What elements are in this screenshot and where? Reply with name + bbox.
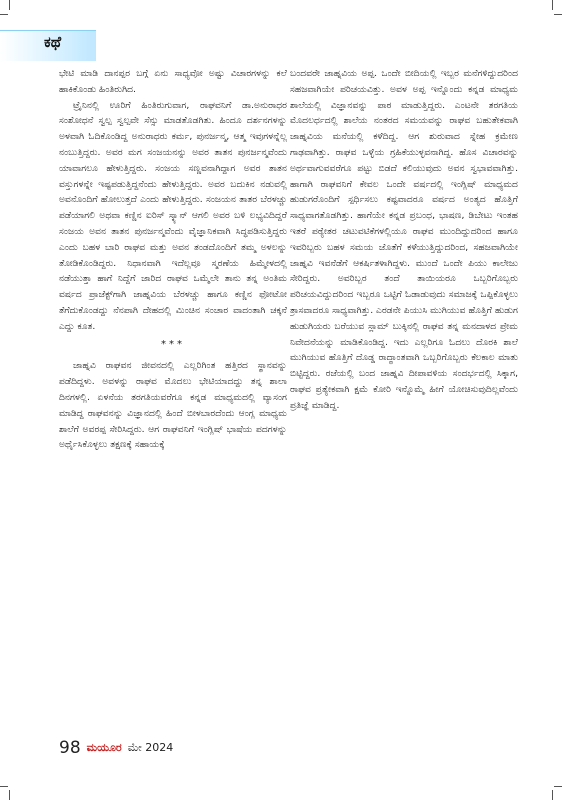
paragraph: ಟ್ರೈನಿನಲ್ಲಿ ಊರಿಗೆ ಹಿಂತಿರುಗುವಾಗ, ರಾಘವನಿಗೆ ಡಾ.ಅನುರಾಧರ ಸಂಶೋಧನೆ ಸ್ವಲ್ಪ ಸ್ವಲ್ಪವೇ ಸೆನ್ಸು ಮಾಡತೊಡಗಿತು. ಹಿಂದೂ ದರ್ಶನಗಳನ್ನು ಅಳವಾಗಿ ಓದಿಕೊಂಡಿದ್ದ ಅನುರಾಧರು ಕರ್ಮ, ಪುನರ್ಜನ್ಮ, ಆತ್ಮ ಇವುಗಳನ್ನೆಲ್ಲ ನಂಬುತ್ತಿದ್ದರು. ಅವರ ಮಗ ಸಂಜಯನನ್ನು ಅವರ ತಾತನ ಪುನರ್ಜನ್ಮವೆಂದು ಯಾವಾಗಲೂ ಹೇಳುತ್ತಿದ್ದರು. ಸಂಜಯ ಸಣ್ಣವನಾಗಿದ್ದಾಗ ಅವರ ತಾತನ ವಸ್ತುಗಳನ್ನೇ ಇಷ್ಟಪಡುತ್ತಿದ್ದನೆಂದು ಹೇಳುತ್ತಿದ್ದರು. ಅವರ ಬದುಕಿನ ನಡುವಲ್ಲಿ ಅವನೊಂದಿಗೆ ಹೋಲುತ್ತದೆ ಎಂದು ಹೇಳುತ್ತಿದ್ದರು. ಸಂಜಯನ ತಾತರ ಬೆರಳಚ್ಚು ಪಡೆಯಾಗಲಿ ಅಥವಾ ಕಣ್ಣಿನ ಐರಿಸ್ ಸ್ಕ್ಯಾನ್ ಆಗಲಿ ಅವರ ಬಳಿ ಲಭ್ಯವಿದಿದ್ದರೆ ಸಂಜಯ ಅವನ ತಾತನ ಪುನರ್ಜನ್ಮವೆಂದು ವೈಜ್ಞಾನಿಕವಾಗಿ ಸಿದ್ಧಪಡಿಸುತ್ತಿದ್ದರು ಎಂದು ಬಹಳ ಬಾರಿ ರಾಘವ ಮತ್ತು ಅವನ ತಂಡದೊಂದಿಗೆ ತಮ್ಮ ಅಳಲನ್ನು ತೋಡಿಕೊಂಡಿದ್ದರು. ನಿಧಾನವಾಗಿ ಇದೆಲ್ಲವೂ ಸ್ಮರಣೆಯ ಹಿಮ್ಮೇಳದಲ್ಲಿ ನಡೆಯುತ್ತಾ ಹಾಗೆ ನಿದ್ದೆಗೆ ಜಾರಿದ ರಾಘವ ಒಮ್ಮೆಲೇ ತಾನು ತನ್ನ ಅಂತಿಮ ವರ್ಷದ ಪ್ರಾಜೆಕ್ಟ್‌ಗಾಗಿ ಜಾಹ್ನವಿಯ ಬೆರಳಚ್ಚು ಹಾಗೂ ಕಣ್ಣಿನ ಫೋಟೋ ತೆಗೆದುಕೊಂಡದ್ದು ನೆನಪಾಗಿ ದೇಹದಲ್ಲಿ ಮಿಂಚಿನ ಸಂಚಾರ ವಾದಂತಾಗಿ ಚಕ್ಕನೆ ಎದ್ದು ಕೂತ. [59, 99, 287, 332]
section-title: ಕಥೆ [44, 33, 62, 51]
page-footer [59, 739, 173, 757]
text-column-left [59, 66, 287, 734]
paragraph: ಭೇಟಿ ಮಾಡಿ ದಾನಪ್ಪರ ಬಗ್ಗೆ ಏನು ಸಾಧ್ಯವೋ ಅಷ್ಟು ವಿಚಾರಗಳನ್ನು ಕಲೆ ಹಾಕಿಕೊಂಡು ಹಿಂತಿರುಗಿದ. [59, 68, 287, 95]
crop-mark-left-bottom [0, 786, 8, 787]
section-separator: *** [161, 338, 185, 350]
page-number: 98 [59, 738, 81, 758]
crop-mark-bottom-right [552, 790, 553, 800]
crop-mark-top-left [9, 0, 10, 10]
crop-mark-right-top [554, 14, 562, 15]
crop-mark-right-bottom [554, 786, 562, 787]
issue-date: ಮೇ 2024 [127, 741, 174, 754]
magazine-logo: ಮಯೂರ [86, 741, 122, 754]
paragraph: ಬಂದವರೇ ಜಾಹ್ನವಿಯ ಅಪ್ಪ. ಒಂದೇ ಬೀದಿಯಲ್ಲಿ ಇಬ್ಬರ ಮನೆಗಳಿದ್ದುದರಿಂದ ಸಹಜವಾಗಿಯೇ ಪರಿಚಯವಿತ್ತು. ಅವಳ ಅಪ್ಪ ಇನ್ನೊಂದು ಕನ್ನಡ ಮಾಧ್ಯಮ ಶಾಲೆಯಲ್ಲಿ ವಿಜ್ಞಾನವನ್ನು ಪಾಠ ಮಾಡುತ್ತಿದ್ದರು. ಎಂಟನೇ ತರಗತಿಯ ಮೊದಲರ್ಧದಲ್ಲಿ ಶಾಲೆಯ ನಂತರದ ಸಮಯವನ್ನು ರಾಘವ ಬಹುತೇಕವಾಗಿ ಜಾಹ್ನವಿಯ ಮನೆಯಲ್ಲಿ ಕಳೆದಿದ್ದ. ಆಗ ಶುರುವಾದ ಸ್ನೇಹ ಕ್ರಮೇಣ ಗಾಢವಾಗಿತ್ತು. ರಾಘವ ಒಳ್ಳೆಯ ಗ್ರಹಿಕೆಯುಳ್ಳವನಾಗಿದ್ದ. ಹೊಸ ವಿಚಾರವನ್ನು ಅರ್ಥವಾಗುವವರೆಗೂ ಪಟ್ಟು ಬಿಡದೆ ಕಲಿಯುವುದು ಅವನ ಸ್ವಭಾವವಾಗಿತ್ತು. ಹಾಗಾಗಿ ರಾಘವನಿಗೆ ಕೇವಲ ಒಂದೇ ವರ್ಷದಲ್ಲಿ ಇಂಗ್ಲಿಷ್ ಮಾಧ್ಯಮದ ಹುಡುಗರೊಂದಿಗೆ ಸ್ಪರ್ಧಿಸಲು ಕಷ್ಟವಾದರೂ ವರ್ಷದ ಅಂತ್ಯದ ಹೊತ್ತಿಗೆ ಸಾಧ್ಯವಾಗತೊಡಗಿತ್ತು. ಹಾಗೆಯೇ ಕನ್ನಡ ಪ್ರಬಂಧ, ಭಾಷಣ, ಡಿಬೇಟು ಇಂತಹ ಇತರೆ ಪಠ್ಯೇತರ ಚಟುವಟಿಕೆಗಳಲ್ಲಿಯೂ ರಾಘವ ಮುಂದಿದ್ದುದರಿಂದ ಹಾಗೂ ಇವರಿಬ್ಬರು ಬಹಳ ಸಮಯ ಜೊತೆಗೆ ಕಳೆಯುತ್ತಿದ್ದುದರಿಂದ, ಸಹಜವಾಗಿಯೇ ಜಾಹ್ನವಿ ಇವನೆಡೆಗೆ ಆಕರ್ಷಿತಳಾಗಿದ್ದಳು. ಮುಂದೆ ಒಂದೇ ಪಿಯು ಕಾಲೇಜು ಸೇರಿದ್ದರು. ಅವರಿಬ್ಬರ ತಂದೆ ತಾಯಿಯರೂ ಒಬ್ಬರಿಗೊಬ್ಬರು ಪರಿಚಯವಿದ್ದುದರಿಂದ ಇಬ್ಬರೂ ಒಟ್ಟಿಗೆ ಓಡಾಡುವುದು ಸಮಾಜಕ್ಕೆ ಒಪ್ಪಿಕೊಳ್ಳಲು ತ್ರಾಸವಾದರೂ ಸಾಧ್ಯವಾಗಿತ್ತು. ಎರಡನೇ ಪಿಯುಸಿ ಮುಗಿಯುವ ಹೊತ್ತಿಗೆ ಹುಡುಗ ಹುಡುಗಿಯರು ಬರೆಯುವ ಸ್ಲಾಮ್ ಬುಕ್ಕಿನಲ್ಲಿ ರಾಘವ ತನ್ನ ಮನದಾಳದ ಪ್ರೇಮ ನಿವೇದನೆಯನ್ನು ಮಾಡಿಕೊಂಡಿದ್ದ. ಇದು ಎಲ್ಲರಿಗೂ ಓದಲು ದೊರಕಿ ಶಾಲೆ ಮುಗಿಯುವ ಹೊತ್ತಿಗೆ ದೊಡ್ಡ ರಾದ್ಧಾಂತವಾಗಿ ಒಬ್ಬರಿಗೊಬ್ಬರು ಕೆಲಕಾಲ ಮಾತು ಬಿಟ್ಟಿದ್ದರು. ರಜೆಯಲ್ಲಿ ಬಂದ ಜಾಹ್ನವಿ ದೀಪಾವಳಿಯ ಸಂದರ್ಭದಲ್ಲಿ ಸಿಕ್ಕಾಗ, ರಾಘವ ಪ್ರತ್ಯೇಕವಾಗಿ ಕ್ಷಮೆ ಕೋರಿ ಇನ್ನೊಮ್ಮೆ ಹೀಗೆ ಯೋಚಿಸುವುದಿಲ್ಲವೆಂದು ಪ್ರತಿಜ್ಞೆ ಮಾಡಿದ್ದ. [290, 68, 518, 411]
text-column-right [290, 66, 518, 734]
crop-mark-left-top [0, 14, 8, 15]
crop-mark-bottom-left [9, 790, 10, 800]
paragraph: ಜಾಹ್ನವಿ ರಾಘವನ ಜೀವನದಲ್ಲಿ ಎಲ್ಲರಿಗಿಂತ ಹತ್ತಿರದ ಸ್ಥಾನವನ್ನು ಪಡೆದಿದ್ದಳು. ಅವಳನ್ನು ರಾಘವ ಮೊದಲು ಭೇಟಿಯಾದದ್ದು ತನ್ನ ಶಾಲಾ ದಿನಗಳಲ್ಲಿ. ಏಳನೆಯ ತರಗತಿಯವರೆಗೂ ಕನ್ನಡ ಮಾಧ್ಯಮದಲ್ಲಿ ವ್ಯಾಸಂಗ ಮಾಡಿದ್ದ ರಾಘವನನ್ನು ವಿಜ್ಞಾನದಲ್ಲಿ ಹಿಂದೆ ಬೀಳಬಾರದೆಂದು ಆಂಗ್ಲ ಮಾಧ್ಯಮ ಶಾಲೆಗೆ ಅವರಪ್ಪ ಸೇರಿಸಿದ್ದರು. ಆಗ ರಾಘವನಿಗೆ ಇಂಗ್ಲಿಷ್ ಭಾಷೆಯ ಪದಗಳನ್ನು ಅರ್ಥೈಸಿಕೊಳ್ಳಲು ತಕ್ಷಣಕ್ಕೆ ಸಹಾಯಕ್ಕೆ [59, 360, 287, 451]
crop-mark-top-right [552, 0, 553, 10]
